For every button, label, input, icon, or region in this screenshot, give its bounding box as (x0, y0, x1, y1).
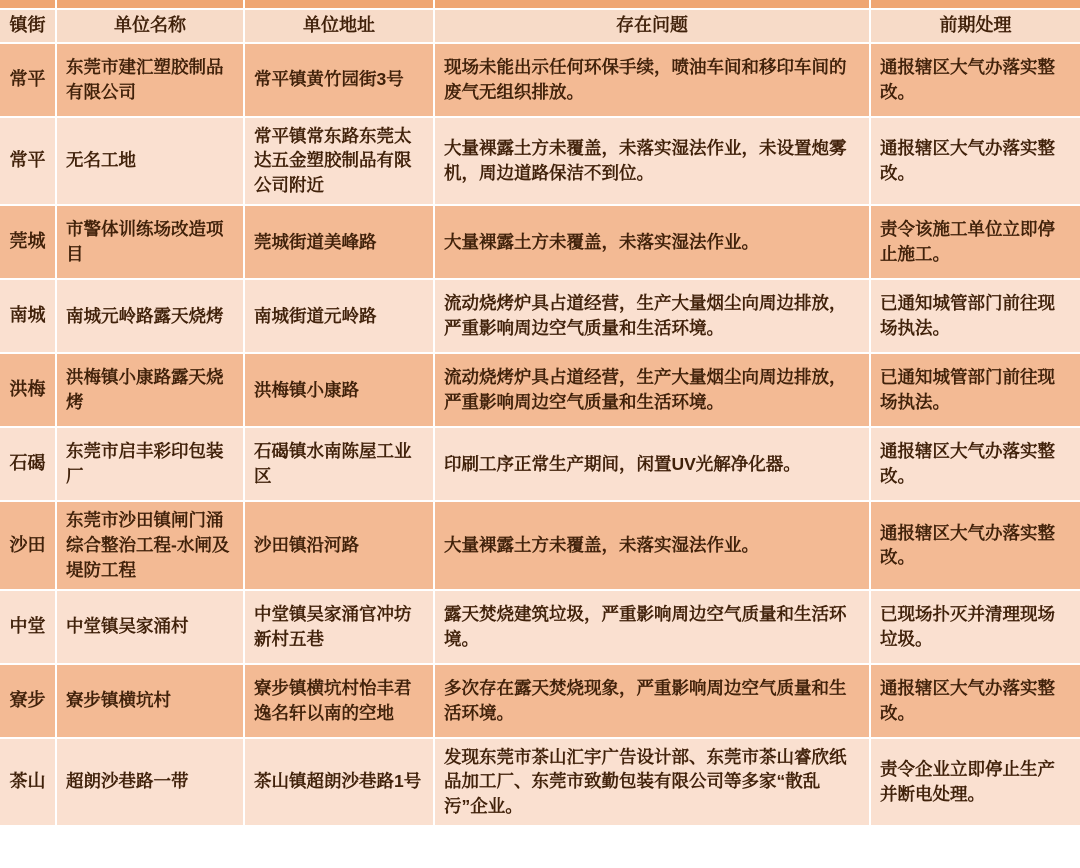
cell-name: 洪梅镇小康路露天烧烤 (57, 354, 243, 426)
cell-problem: 大量裸露土方未覆盖，未落实湿法作业。 (435, 502, 869, 589)
header-unit-address: 单位地址 (245, 10, 433, 42)
cell-address: 茶山镇超朗沙巷路1号 (245, 739, 433, 826)
cell-problem: 大量裸露土方未覆盖，未落实湿法作业。 (435, 206, 869, 278)
table-row (0, 591, 1080, 663)
table-body (0, 44, 1080, 826)
cell-problem: 流动烧烤炉具占道经营，生产大量烟尘向周边排放，严重影响周边空气质量和生活环境。 (435, 354, 869, 426)
cell-action: 通报辖区大气办落实整改。 (871, 44, 1080, 116)
cell-address: 南城街道元岭路 (245, 280, 433, 352)
cropped-cell (871, 0, 1080, 8)
header-unit-name: 单位名称 (57, 10, 243, 42)
table-header-row (0, 10, 1080, 42)
cell-action: 已通知城管部门前往现场执法。 (871, 354, 1080, 426)
header-town: 镇街 (0, 10, 55, 42)
cell-address: 常平镇常东路东莞太达五金塑胶制品有限公司附近 (245, 118, 433, 205)
cropped-cell (57, 0, 243, 8)
cell-name: 超朗沙巷路一带 (57, 739, 243, 826)
cropped-top-row (0, 0, 1080, 8)
table-row (0, 44, 1080, 116)
cell-problem: 现场未能出示任何环保手续，喷油车间和移印车间的废气无组织排放。 (435, 44, 869, 116)
cell-problem: 露天焚烧建筑垃圾，严重影响周边空气质量和生活环境。 (435, 591, 869, 663)
cropped-cell (0, 0, 55, 8)
cell-problem: 发现东莞市茶山汇宇广告设计部、东莞市茶山睿欣纸品加工厂、东莞市致勤包装有限公司等多家“散乱污”企业。 (435, 739, 869, 826)
cell-town: 洪梅 (0, 354, 55, 426)
header-problem: 存在问题 (435, 10, 869, 42)
cell-action: 通报辖区大气办落实整改。 (871, 665, 1080, 737)
cell-town: 茶山 (0, 739, 55, 826)
cell-address: 常平镇黄竹园街3号 (245, 44, 433, 116)
cell-problem: 多次存在露天焚烧现象，严重影响周边空气质量和生活环境。 (435, 665, 869, 737)
cell-town: 南城 (0, 280, 55, 352)
cropped-cell (245, 0, 433, 8)
table-row (0, 118, 1080, 205)
cell-name: 东莞市启丰彩印包装厂 (57, 428, 243, 500)
cell-name: 中堂镇吴家涌村 (57, 591, 243, 663)
cell-address: 洪梅镇小康路 (245, 354, 433, 426)
cell-name: 无名工地 (57, 118, 243, 205)
cell-name: 南城元岭路露天烧烤 (57, 280, 243, 352)
cell-problem: 大量裸露土方未覆盖，未落实湿法作业，未设置炮雾机，周边道路保洁不到位。 (435, 118, 869, 205)
table-row (0, 739, 1080, 826)
cell-town: 石碣 (0, 428, 55, 500)
cell-name: 东莞市建汇塑胶制品有限公司 (57, 44, 243, 116)
table-row (0, 280, 1080, 352)
cell-town: 寮步 (0, 665, 55, 737)
cell-problem: 印刷工序正常生产期间，闲置UV光解净化器。 (435, 428, 869, 500)
cell-town: 沙田 (0, 502, 55, 589)
cell-action: 责令企业立即停止生产并断电处理。 (871, 739, 1080, 826)
cell-address: 寮步镇横坑村怡丰君逸名轩以南的空地 (245, 665, 433, 737)
cell-town: 常平 (0, 118, 55, 205)
cell-action: 责令该施工单位立即停止施工。 (871, 206, 1080, 278)
table-row (0, 502, 1080, 589)
table-row (0, 206, 1080, 278)
cell-address: 莞城街道美峰路 (245, 206, 433, 278)
table-row (0, 428, 1080, 500)
header-action: 前期处理 (871, 10, 1080, 42)
cell-name: 市警体训练场改造项目 (57, 206, 243, 278)
cell-address: 石碣镇水南陈屋工业区 (245, 428, 433, 500)
cell-problem: 流动烧烤炉具占道经营，生产大量烟尘向周边排放，严重影响周边空气质量和生活环境。 (435, 280, 869, 352)
cell-action: 通报辖区大气办落实整改。 (871, 428, 1080, 500)
cell-action: 已通知城管部门前往现场执法。 (871, 280, 1080, 352)
cell-name: 东莞市沙田镇闸门涌综合整治工程-水闸及堤防工程 (57, 502, 243, 589)
cell-town: 莞城 (0, 206, 55, 278)
cell-town: 常平 (0, 44, 55, 116)
cell-address: 沙田镇沿河路 (245, 502, 433, 589)
cell-name: 寮步镇横坑村 (57, 665, 243, 737)
table-row (0, 354, 1080, 426)
cropped-cell (435, 0, 869, 8)
cell-action: 通报辖区大气办落实整改。 (871, 502, 1080, 589)
cell-action: 通报辖区大气办落实整改。 (871, 118, 1080, 205)
cell-address: 中堂镇吴家涌官冲坊新村五巷 (245, 591, 433, 663)
cell-town: 中堂 (0, 591, 55, 663)
cell-action: 已现场扑灭并清理现场垃圾。 (871, 591, 1080, 663)
table-row (0, 665, 1080, 737)
